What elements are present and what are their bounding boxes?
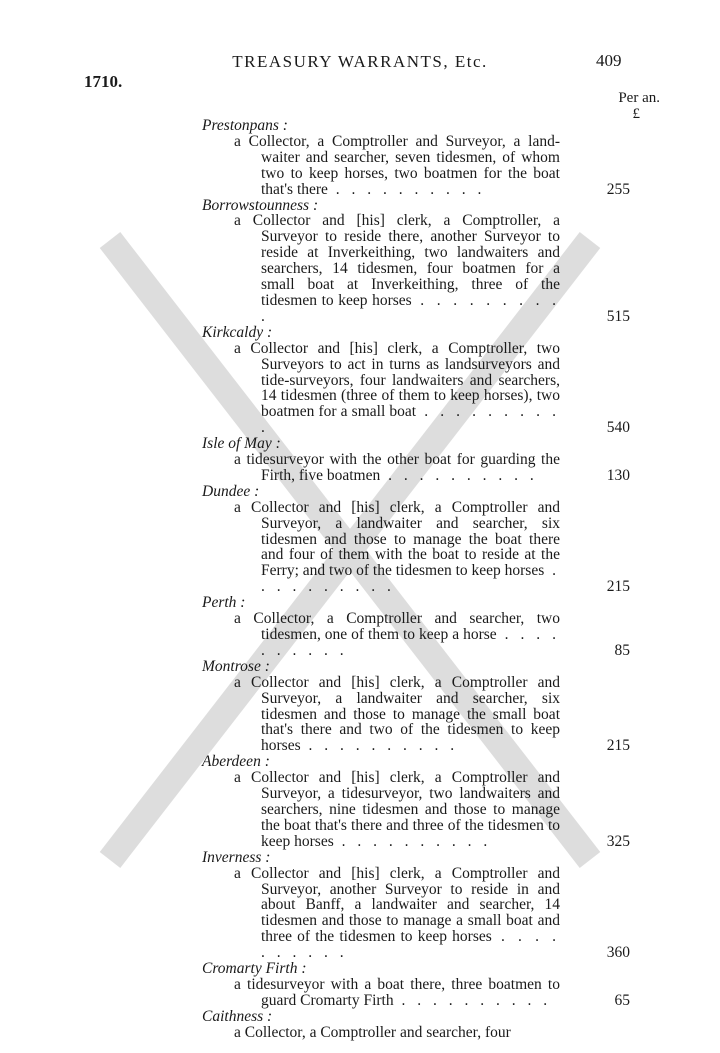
entry-description	[234, 500, 630, 595]
dot-leaders: . . . . . . . . . .	[261, 403, 561, 437]
entry-place: Isle of May :	[202, 435, 281, 453]
column-head-per-annum: Per an.	[618, 90, 660, 106]
dot-leaders: . . . . . . . . . .	[261, 626, 560, 659]
entry-item	[202, 595, 630, 659]
entry-description	[234, 977, 630, 1009]
entry-place: Perth :	[202, 594, 246, 612]
entry-place: Dundee :	[202, 482, 260, 500]
entry-description	[234, 134, 630, 198]
entry-item	[202, 484, 630, 595]
entry-place: Kirkcaldy :	[202, 323, 273, 341]
entry-item	[202, 850, 630, 961]
entry-amount: 85	[614, 641, 630, 659]
entry-description	[234, 611, 630, 659]
entry-amount: 215	[606, 737, 630, 755]
entry-place: Montrose :	[202, 657, 270, 675]
entry-text: a Collector and [his] clerk, a Comptroller and Surveyor, another Surveyor to reside in and about Banff, a landwaiter and searcher, 14 tidesmen and those to manage a small boat and three of the tidesmen to keep horses	[234, 864, 560, 946]
dot-leaders: . . . . . . . . . .	[327, 180, 486, 198]
column-head-pound: £	[632, 106, 640, 122]
entry-place: Borrowstounness :	[202, 196, 319, 214]
entry-text: a Collector, a Comptroller and Surveyor, a land-waiter and searcher, seven tidesmen, of whom two to keep horses, two boatmen for the boat that's there	[234, 132, 560, 198]
entry-place: Aberdeen :	[202, 753, 270, 771]
running-head: TREASURY WARRANTS, Etc.	[232, 52, 488, 71]
entry-item	[202, 198, 630, 325]
entry-description	[234, 866, 630, 961]
entry-amount: 65	[614, 991, 630, 1009]
entry-text: a tidesurveyor with the other boat for guarding the Firth, five boatmen	[234, 451, 560, 484]
entry-place: Caithness :	[202, 1007, 273, 1025]
entry-item	[202, 961, 630, 1009]
entry-item	[202, 118, 630, 198]
entry-description	[234, 341, 630, 436]
entry-description	[234, 1025, 630, 1041]
entries-list	[202, 118, 630, 1041]
entry-text: a Collector and [his] clerk, a Comptroller, two Surveyors to act in turns as landsurveyors and tide-surveyors, four landwaiters and searchers, 14 tidesmen (three of them to keep horses), two boatmen for a small boat	[234, 339, 560, 421]
entry-description	[234, 213, 630, 324]
entry-description	[234, 675, 630, 755]
entry-amount: 360	[606, 944, 630, 962]
entry-text: a tidesurveyor with a boat there, three boatmen to guard Cromarty Firth	[234, 975, 560, 1009]
entry-item	[202, 754, 630, 849]
entry-item	[202, 436, 630, 484]
entry-text: a Collector, a Comptroller and searcher, four	[234, 1023, 511, 1041]
dot-leaders: . . . . . . . . . .	[393, 991, 552, 1009]
entry-item	[202, 1009, 630, 1041]
entry-amount: 540	[606, 419, 630, 437]
year-marker: 1710.	[84, 72, 123, 91]
entry-text: a Collector and [his] clerk, a Comptroller and Surveyor, a landwaiter and searcher, six tidesmen and those to manage the small boat that's there and two of the tidesmen to keep horses	[234, 673, 560, 755]
entry-place: Cromarty Firth :	[202, 960, 307, 978]
page-number: 409	[596, 51, 622, 70]
dot-leaders: . . . . . . . . . .	[380, 466, 538, 484]
dot-leaders: . . . . . . . . . .	[261, 291, 561, 325]
entry-place: Prestonpans :	[202, 117, 288, 134]
entry-text: a Collector and [his] clerk, a Comptroller and Surveyor, a tidesurveyor, two landwaiters and searchers, nine tidesmen and those to manage the boat that's there and three of the tidesmen to keep horses	[234, 769, 560, 850]
entry-description	[234, 770, 630, 850]
entry-amount: 515	[606, 307, 630, 325]
entry-text: a Collector and [his] clerk, a Comptroller, a Surveyor to reside there, another Surveyor to reside at Inverkeithing, two landwaiters and searchers, 14 tidesmen, four boatmen for a small boat at Inverkeithing, three of the tidesmen to keep horses	[234, 212, 560, 309]
dot-leaders: . . . . . . . . . .	[300, 737, 459, 755]
entry-amount: 255	[606, 180, 630, 198]
entry-amount: 215	[606, 578, 630, 596]
entry-amount: 325	[606, 832, 630, 850]
entry-text: a Collector and [his] clerk, a Comptroller and Surveyor, a landwaiter and searcher, six tidesmen and those to manage the boat there and four of them with the boat to reside at the Ferry; and two of the tidesmen to keep horses	[234, 498, 560, 580]
dot-leaders: . . . . . . . . . .	[261, 928, 560, 962]
entry-text: a Collector, a Comptroller and searcher, two tidesmen, one of them to keep a horse	[234, 610, 560, 643]
entry-place: Inverness :	[202, 848, 271, 866]
entry-item	[202, 325, 630, 436]
entry-item	[202, 659, 630, 754]
dot-leaders: . . . . . . . . . .	[261, 562, 560, 596]
entry-amount: 130	[606, 466, 630, 484]
entry-description	[234, 452, 630, 484]
dot-leaders: . . . . . . . . . .	[333, 832, 492, 850]
